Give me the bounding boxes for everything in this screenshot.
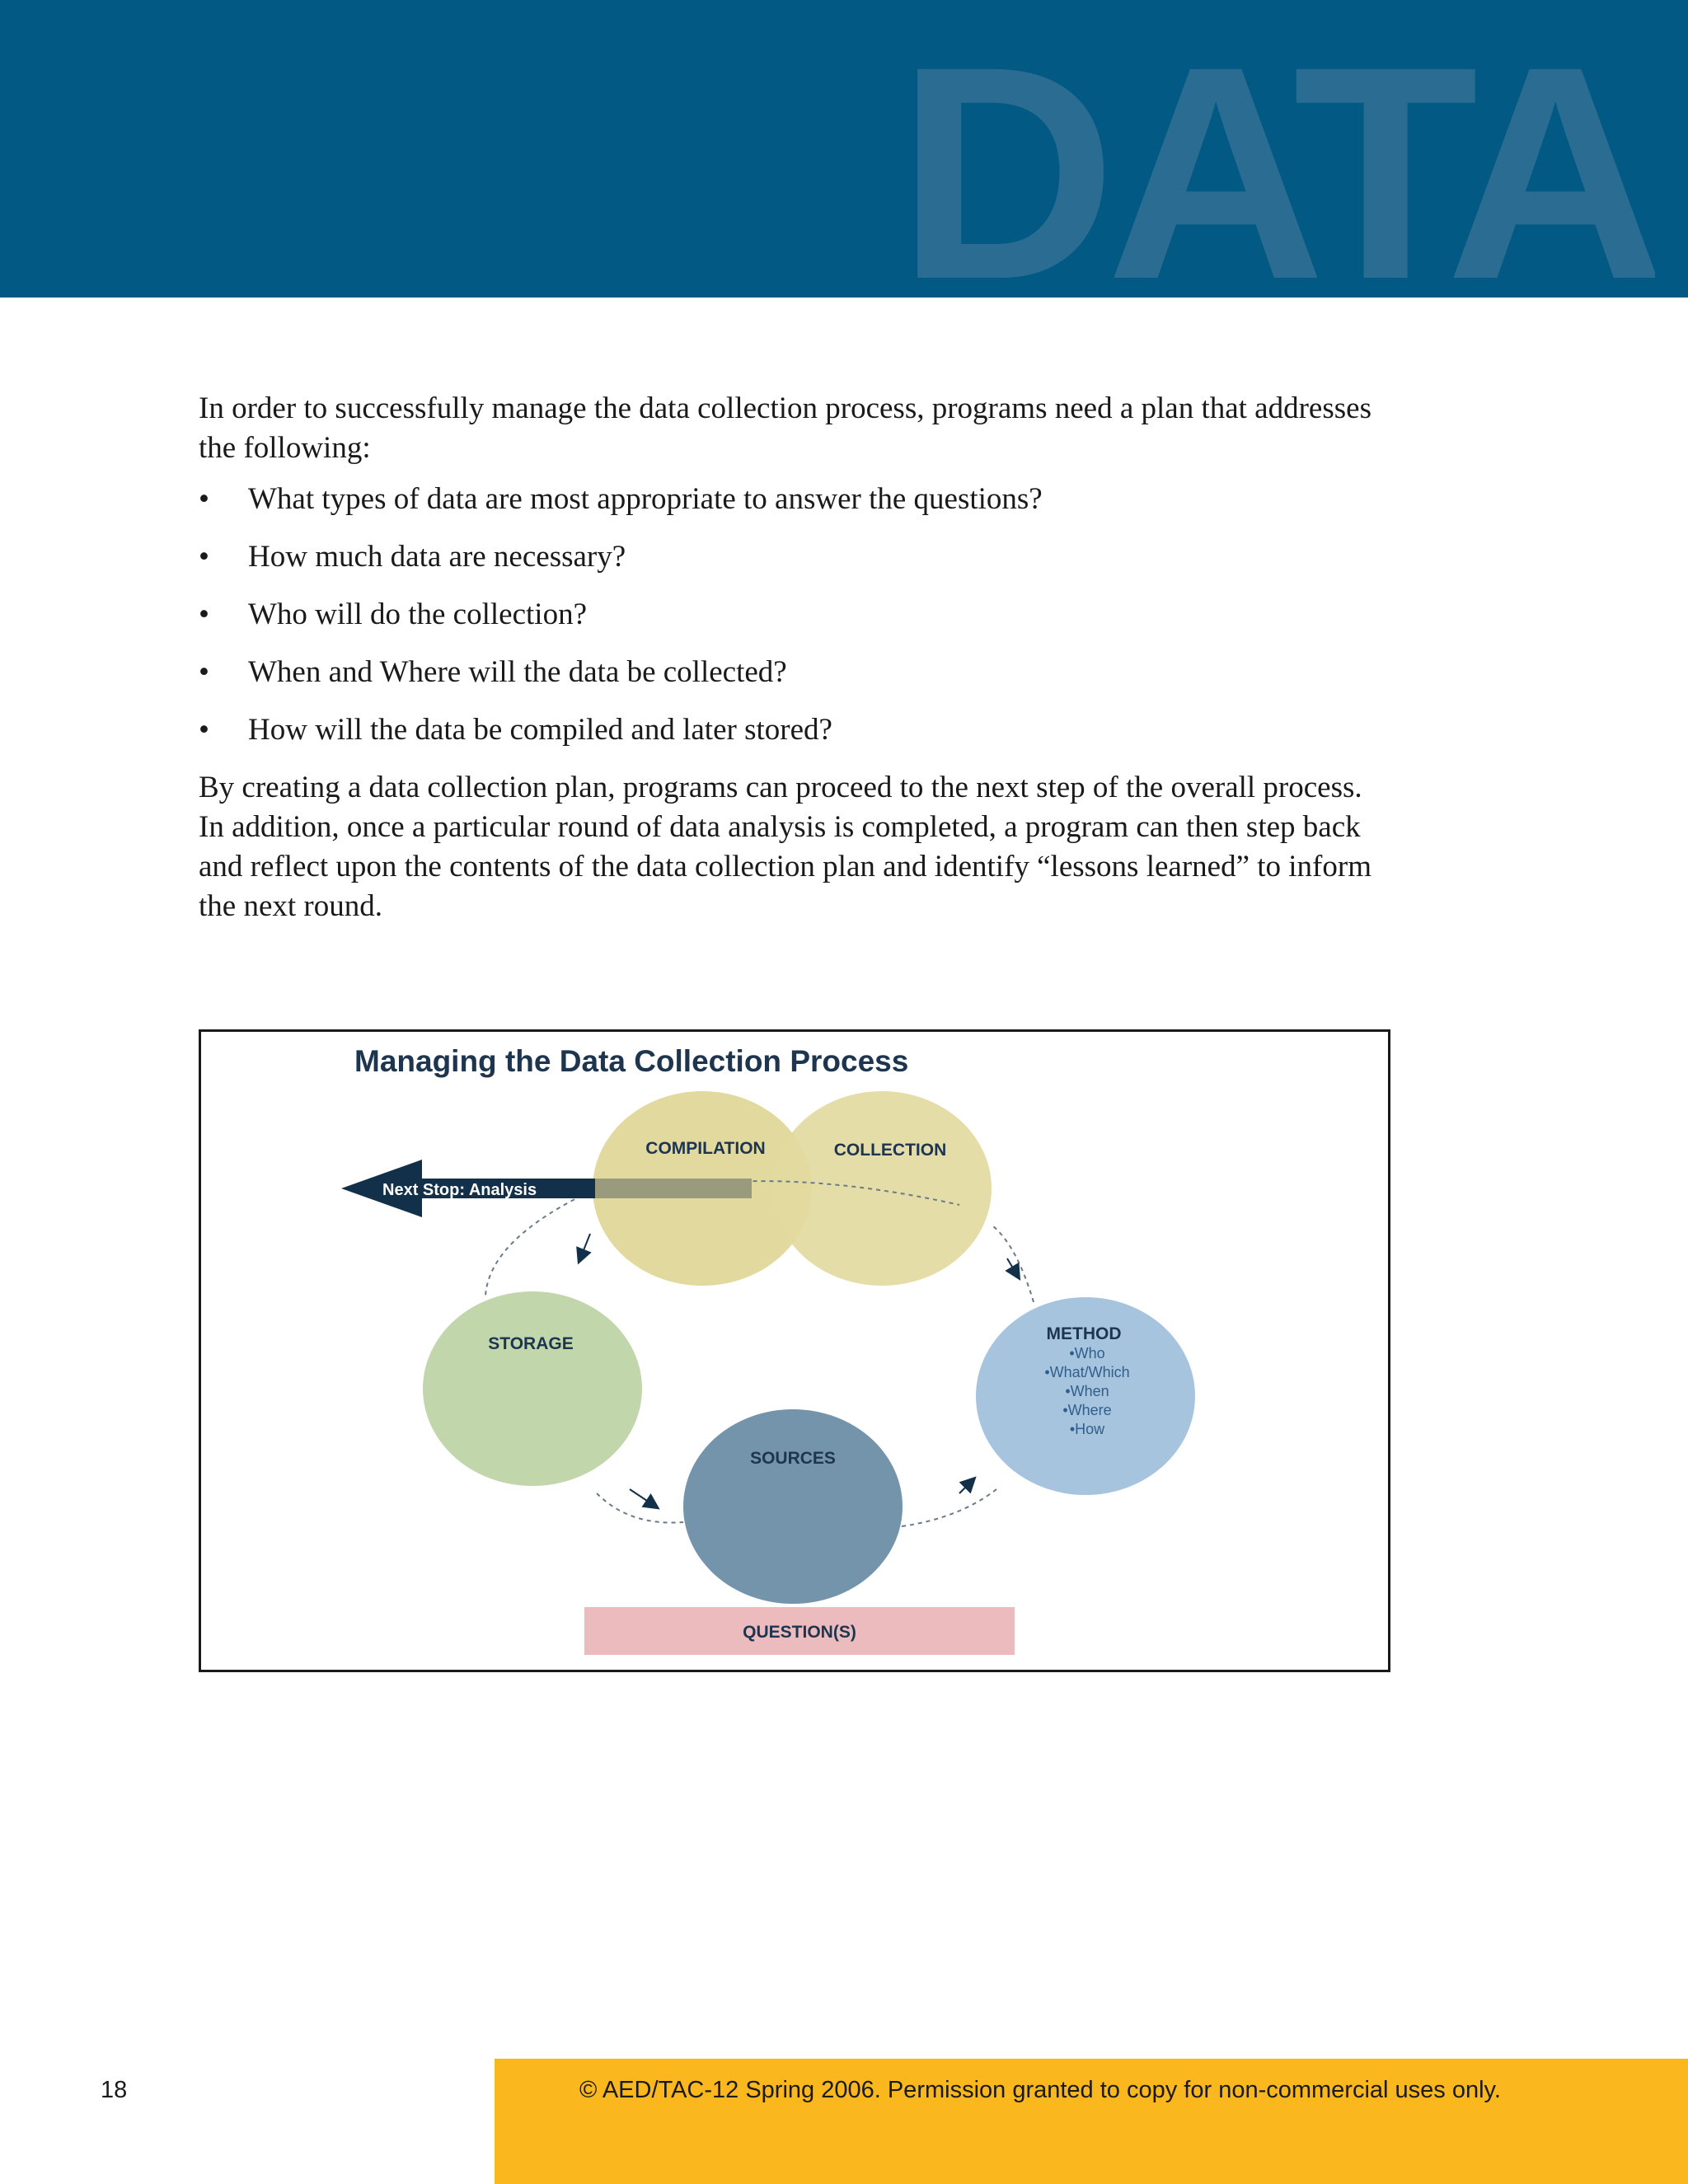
list-item [199, 653, 1386, 692]
footer-band [495, 2059, 1688, 2184]
arrow-to-sources [630, 1489, 654, 1506]
bullet-icon: • [199, 482, 209, 516]
list-item-text: What types of data are most appropriate to answer the questions? [248, 482, 1043, 516]
intro-paragraph: In order to successfully manage the data collection process, programs need a plan that addresses the following: [199, 391, 1372, 465]
bullet-icon: • [199, 655, 209, 689]
body-text [199, 389, 1386, 926]
bullet-icon: • [199, 540, 209, 574]
method-item: •How [1069, 1421, 1105, 1437]
page-number: 18 [101, 2077, 128, 2103]
bullet-icon: • [199, 713, 209, 747]
collection-label: COLLECTION [833, 1141, 947, 1160]
list-item-text: When and Where will the data be collected? [248, 655, 787, 689]
arrow-to-method [959, 1481, 972, 1493]
list-item [199, 480, 1386, 519]
sources-label: SOURCES [750, 1449, 836, 1468]
method-item: •Who [1069, 1345, 1105, 1361]
closing-paragraph: By creating a data collection plan, programs can proceed to the next step of the overall process. In addition, once a particular round of data analysis is completed, a program can then step back and reflect upon the contents of the data collection plan and identify “lessons learned” to inform the next round. [199, 771, 1372, 923]
arrow-to-collection [1007, 1258, 1017, 1275]
list-item-text: How much data are necessary? [248, 540, 626, 574]
method-item: •When [1065, 1383, 1109, 1399]
sources-circle [683, 1409, 903, 1604]
next-stop-label: Next Stop: Analysis [382, 1181, 537, 1199]
storage-circle [423, 1291, 642, 1486]
list-item-text: Who will do the collection? [248, 598, 587, 631]
header-banner [0, 0, 1688, 298]
data-watermark: DATA [897, 45, 1655, 298]
list-item [199, 537, 1386, 577]
method-label: METHOD [1046, 1324, 1122, 1343]
data-collection-diagram [201, 1032, 1388, 1670]
bullet-icon: • [199, 598, 209, 631]
questions-label: QUESTION(S) [743, 1623, 856, 1642]
method-item: •What/Which [1044, 1364, 1130, 1380]
storage-label: STORAGE [488, 1334, 574, 1353]
compilation-label: COMPILATION [645, 1139, 766, 1158]
question-list [199, 480, 1386, 750]
diagram-title: Managing the Data Collection Process [354, 1044, 909, 1078]
copyright-notice: © AED/TAC-12 Spring 2006. Permission granted to copy for non-commercial uses only. [579, 2077, 1501, 2103]
list-item [199, 710, 1386, 750]
next-stop-bar [595, 1179, 752, 1198]
method-item: •Where [1062, 1402, 1112, 1418]
arrow-to-storage [580, 1234, 590, 1258]
list-item-text: How will the data be compiled and later stored? [248, 713, 832, 747]
collection-circle [772, 1091, 992, 1286]
list-item [199, 595, 1386, 635]
diagram-frame [199, 1029, 1390, 1672]
